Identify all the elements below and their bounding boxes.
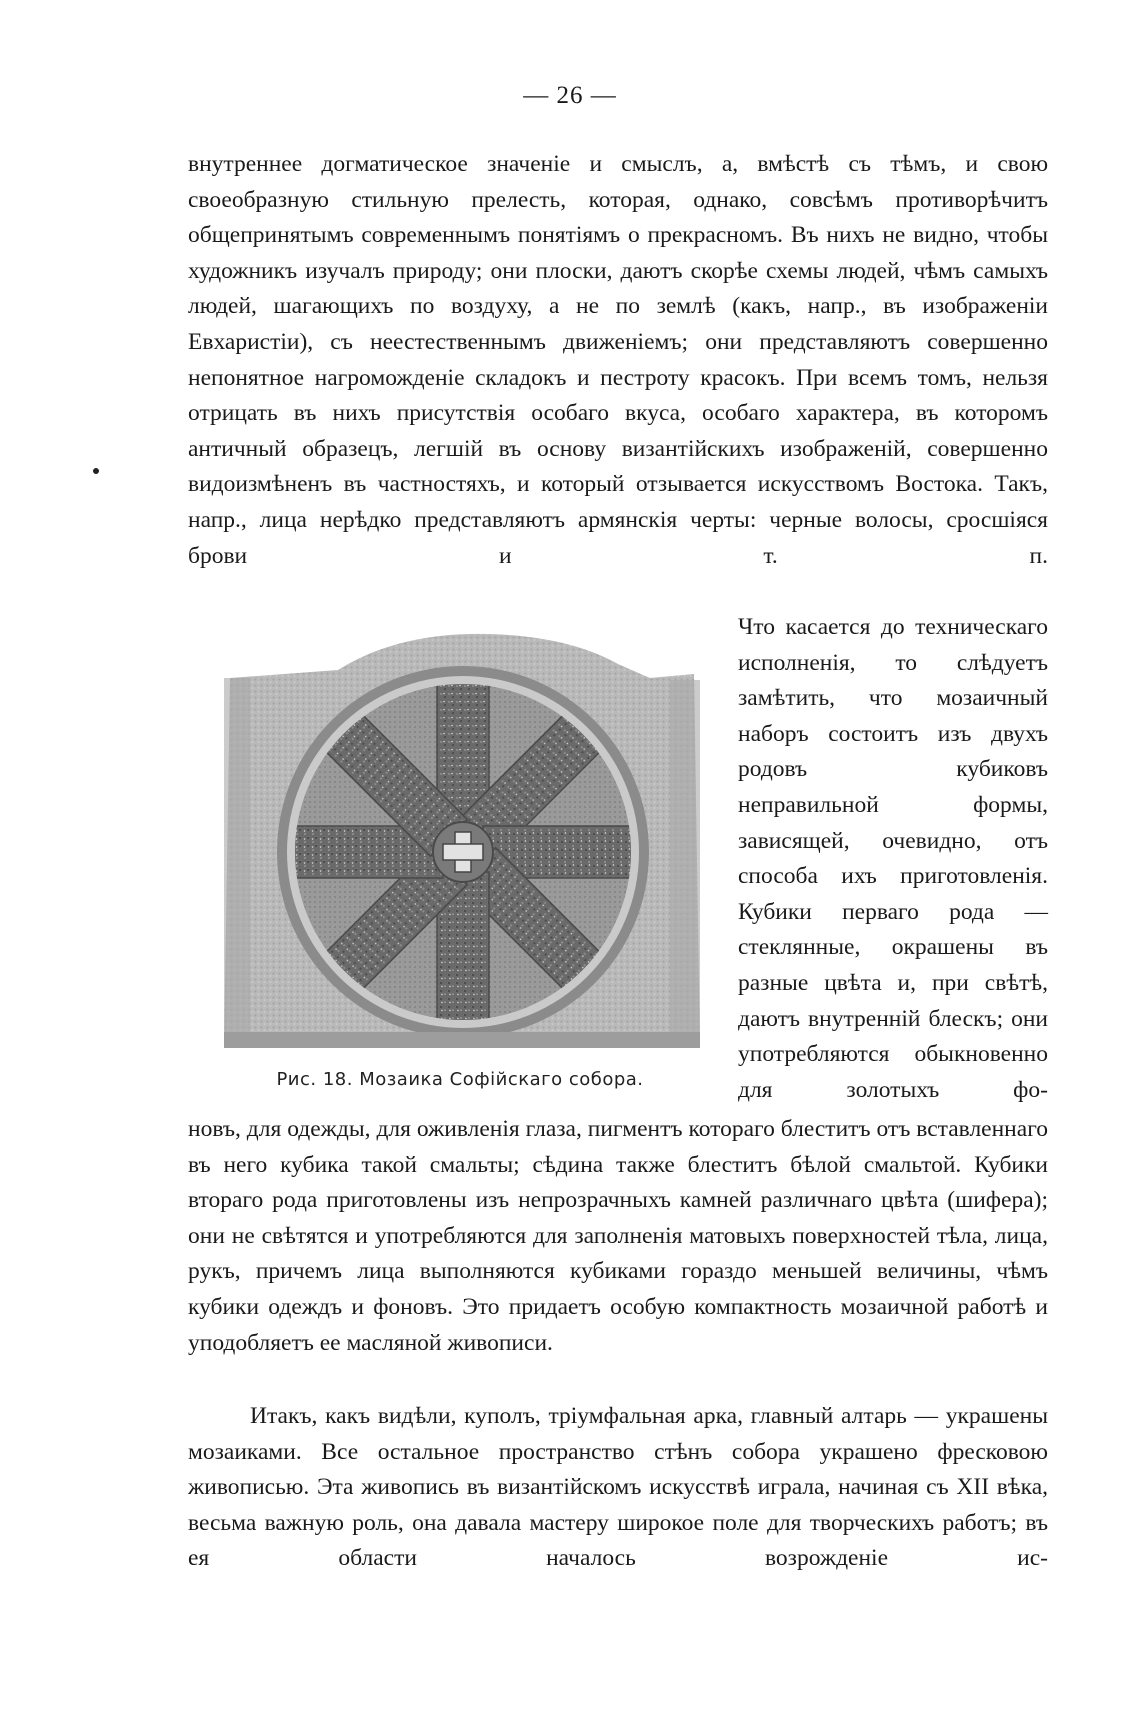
mosaic-image [218, 630, 708, 1050]
paragraph-frescoes-text: Итакъ, какъ видѣли, куполъ, тріумфальная арка, главный алтарь — украшены мозаиками. Все остальное пространство стѣнъ собора украшено фресковою живописью. Эта живопись въ византійскомъ искусствѣ играла, начиная съ XII вѣка, весьма важную роль, она давала мастеру широкое поле для творческихъ работъ; въ ея области началось возрожденіе ис- [188, 1403, 1048, 1572]
mosaic-figure [218, 630, 708, 1050]
paragraph-intro: внутреннее догматическое значеніе и смыслъ, а, вмѣстѣ съ тѣмъ, и свою своеобразную стильную прелесть, которая, однако, совсѣмъ противорѣчитъ общепринятымъ современнымъ понятіямъ о прекрасномъ. Въ нихъ не видно, чтобы художникъ изучалъ природу; они плоски, даютъ скорѣе схемы людей, чѣмъ самыхъ людей, шагающихъ по воздуху, а не по землѣ (какъ, напр., въ изображеніи Евхаристіи), съ неестественнымъ движеніемъ; они представляютъ совершенно непонятное нагроможденіе складокъ и пестроту красокъ. При всемъ томъ, нельзя отрицать въ нихъ присутствія особаго вкуса, особаго характера, въ которомъ античный образецъ, легшій въ основу византійскихъ изображеній, совершенно видоизмѣненъ въ частностяхъ, и который отзывается искусствомъ Востока. Такъ, напр., лица нерѣдко представляютъ армянскія черты: черные волосы, сросшіяся брови и т. п. [188, 151, 1048, 569]
margin-mark [93, 468, 99, 474]
paragraph-technique: Что касается до техническаго исполненія, то слѣдуетъ замѣтить, что мозаичный наборъ состоитъ изъ двухъ родовъ кубиковъ неправильной формы, зависящей, очевидно, отъ способа ихъ приготовленія. Кубики перваго рода — стеклянные, окрашены въ разные цвѣта и, при свѣтѣ, даютъ внутренній блескъ; они употребляются обыкновенно для золотыхъ фо- [738, 614, 1048, 1103]
paragraph-frescoes [188, 1399, 1048, 1577]
figure-caption: Рис. 18. Мозаика Софійскаго собора. [276, 1069, 644, 1090]
paragraph-cubes: новъ, для одежды, для оживленія глаза, пигментъ котораго блеститъ отъ вставленнаго въ него кубика такой смальты; сѣдина также блеститъ бѣлой смальтой. Кубики втораго рода приготовлены изъ непрозрачныхъ камней различнаго цвѣта (шифера); они не свѣтятся и употребляются для заполненія матовыхъ поверхностей тѣла, лица, рукъ, причемъ лица выполняются кубиками гораздо меньшей величины, чѣмъ кубики одеждъ и фоновъ. Это придаетъ особую компактность мозаичной работѣ и уподобляетъ ее масляной живописи. [188, 1116, 1048, 1356]
page-number: — 26 — [523, 82, 617, 109]
